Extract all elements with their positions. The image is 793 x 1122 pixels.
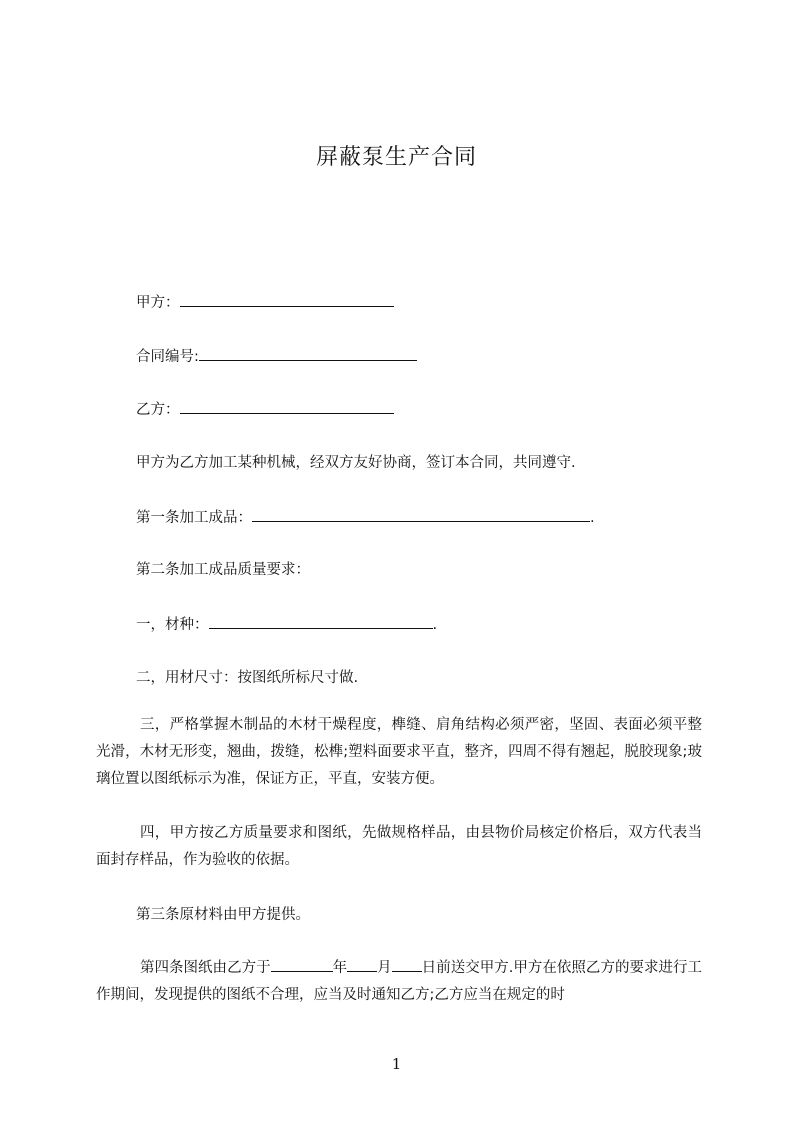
contract-no-blank[interactable] <box>199 346 417 361</box>
intro-line: 甲方为乙方加工某种机械，经双方友好协商，签订本合同，共同遵守. <box>136 455 576 471</box>
article4-year: 年 <box>332 960 348 976</box>
article1-label: 第一条加工成品： <box>136 510 252 526</box>
item2-line: 二，用材尺寸：按图纸所标尺寸做. <box>136 670 359 686</box>
page-number: 1 <box>391 1055 402 1073</box>
item1-line <box>136 614 437 635</box>
party-a-blank[interactable] <box>180 292 394 307</box>
article2-line: 第二条加工成品质量要求： <box>136 562 310 578</box>
party-a-line <box>136 292 394 313</box>
article1-line <box>136 507 595 528</box>
item3-paragraph: 三，严格掌握木制品的木材干燥程度，榫缝、肩角结构必须严密，坚固、表面必须平整光滑，木材无形变，翘曲，拨缝，松榫;塑料面要求平直，整齐，四周不得有翘起，脱胶现象;玻璃位置以图纸标示为准，保证方正，平直，安装方便。 <box>96 717 702 787</box>
article4-day-blank[interactable] <box>392 959 422 972</box>
article4-paragraph <box>96 955 702 1009</box>
item1-end: . <box>432 617 438 633</box>
article4-part1: 第四条图纸由乙方于 <box>140 960 271 976</box>
item1-blank[interactable] <box>209 614 433 629</box>
article1-blank[interactable] <box>252 507 590 522</box>
article4-part2: 日前送交甲方.甲方在依照乙方的要求进行工作期间，发现提供的图纸不合理，应当及时通知乙方;乙方应当在规定的时 <box>96 960 703 1003</box>
article1-end: . <box>590 510 595 526</box>
contract-no-label: 合同编号: <box>136 349 199 365</box>
party-a-label: 甲方： <box>136 295 180 311</box>
article3-line: 第三条原材料由甲方提供。 <box>136 907 310 923</box>
party-b-label: 乙方： <box>136 402 180 418</box>
item4-paragraph: 四，甲方按乙方质量要求和图纸，先做规格样品，由县物价局核定价格后，双方代表当面封存样品，作为验收的依据。 <box>96 825 702 868</box>
party-b-blank[interactable] <box>180 399 394 414</box>
article4-month: 月 <box>377 960 392 976</box>
party-b-line <box>136 399 394 420</box>
article4-year-blank[interactable] <box>271 959 333 972</box>
article4-month-blank[interactable] <box>347 959 377 972</box>
item1-label: 一，材种： <box>136 617 209 633</box>
contract-no-line <box>136 346 417 367</box>
document-title: 屏蔽泵生产合同 <box>315 145 477 170</box>
